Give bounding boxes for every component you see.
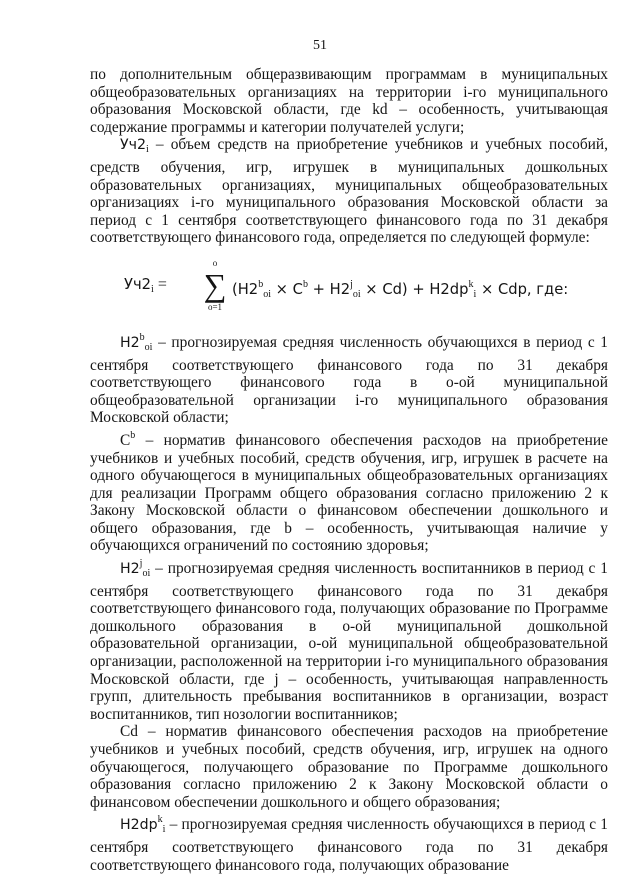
paragraph-cd-definition: Cd – норматив финансового обеспечения расходов на приобретение учебников и учебных пособий, средств обучения, игр, игрушек на одного обучающегося, получающего образование по Программе дошкольного образования согласно приложению 2 к Закону Московской области о финансовом обеспечении дошкольного и общего образования; bbox=[90, 723, 608, 811]
paragraph-text: – прогнозируемая средняя численность воспитанников в период с 1 сентября соответствующего финансового года по 31 декабря соответствующего финансового года, получающих образование по Программе дошкольного образования в о-ой муниципальной дошкольной образовательной организации, о-ой муниципальной общеобразовательной организации, расположенной на территории i-го муниципального образования Московской области, где j – особенность, учитывающая направленность групп, длительность пребывания воспитанников в организации, возраст воспитанников, тип нозологии воспитанников; bbox=[90, 560, 608, 723]
paragraph-text: – объем средств на приобретение учебников и учебных пособий, средств обучения, игр, игрушек в муниципальных дошкольных образовательных организациях, муниципальных общеобразовательных организациях i-го муниципального образования Московской области за период с 1 сентября соответствующего финансового года по 31 декабря соответствующего финансового года, определяется по следующей формуле: bbox=[90, 136, 608, 247]
symbol-subscript: i bbox=[146, 144, 149, 156]
formula-lhs: $Уч2_i$ = bbox=[124, 275, 167, 295]
paragraph-n2b-definition: $Н2^b_{oi}$ – прогнозируемая средняя численность обучающихся в период с 1 сентября соответствующего финансового года по 31 декабря соответствующего финансового года в о-ой муниципальной общеобразовательной организации i-го муниципального образования Московской области; bbox=[90, 331, 608, 427]
symbol-cb: C bbox=[120, 431, 131, 449]
sigma-symbol: ∑ bbox=[203, 266, 227, 303]
paragraph-uch2-definition bbox=[90, 136, 608, 247]
paragraph-text: – прогнозируемая средняя численность обучающихся в период с 1 сентября соответствующего финансового года по 31 декабря соответствующего финансового года, получающих образование bbox=[90, 816, 608, 874]
symbol-n2j: Н2 bbox=[120, 561, 140, 578]
sum-upper-limit: o bbox=[212, 257, 218, 268]
paragraph-cb-definition: $C^b$ – норматив финансового обеспечения расходов на приобретение учебников и учебных пособий, средств обучения, игр, игрушек в расчете на одного обучающегося в муниципальных общеобразовательных организациях для реализации Программ общего образования согласно приложению 2 к Закону Московской области о финансовом обеспечении дошкольного и общего образования, где b – особенность, учитывающая наличие у обучающихся ограничений по состоянию здоровья; bbox=[90, 429, 608, 555]
paragraph-text: – прогнозируемая средняя численность обучающихся в период с 1 сентября соответствующего финансового года по 31 декабря соответствующего финансового года в о-ой муниципальной общеобразовательной организации i-го муниципального образования Московской области; bbox=[90, 333, 608, 427]
summation-sign bbox=[200, 258, 230, 312]
symbol-n2dp: Н2dp bbox=[120, 817, 158, 834]
formula-uch2 bbox=[90, 258, 608, 316]
symbol-uch2: Уч2 bbox=[120, 137, 146, 154]
sum-lower-limit: o=1 bbox=[207, 301, 223, 312]
paragraph-n2dp-definition: $Н2dp^k_i$ – прогнозируемая средняя численность обучающихся в период с 1 сентября соответствующего финансового года по 31 декабря соответствующего финансового года, получающих образование bbox=[90, 814, 608, 874]
paragraph-text: – норматив финансового обеспечения расходов на приобретение учебников и учебных пособий, средств обучения, игр, игрушек в расчете на одного обучающегося в муниципальных общеобразовательных организациях для реализации Программ общего образования согласно приложению 2 к Закону Московской области о финансовом обеспечении дошкольного и общего образования, где b – особенность, учитывающая наличие у обучающихся ограничений по состоянию здоровья; bbox=[90, 431, 608, 555]
paragraph-n2j-definition: $Н2^j_{oi}$ – прогнозируемая средняя численность воспитанников в период с 1 сентября соответствующего финансового года по 31 декабря соответствующего финансового года, получающих образование по Программе дошкольного образования в о-ой муниципальной дошкольной образовательной организации, о-ой муниципальной общеобразовательной организации, расположенной на территории i-го муниципального образования Московской области, где j – особенность, учитывающая направленность групп, длительность пребывания воспитанников в организации, возраст воспитанников, тип нозологии воспитанников; bbox=[90, 558, 608, 723]
page-number: 51 bbox=[313, 38, 327, 53]
symbol-n2b: Н2 bbox=[120, 334, 140, 351]
page-body bbox=[90, 66, 608, 874]
formula-rhs: $(Н2^b_{oi} \times C^b + Н2^j_{oi} \times Cd) + Н2dp^k_i$ × Cdp, где: bbox=[232, 278, 569, 300]
paragraph-continuation: по дополнительным общеразвивающим программам в муниципальных общеобразовательных организациях на территории i-го муниципального образования Московской области, где kd – особенность, учитывающая содержание программы и категории получателей услуги; bbox=[90, 66, 608, 136]
